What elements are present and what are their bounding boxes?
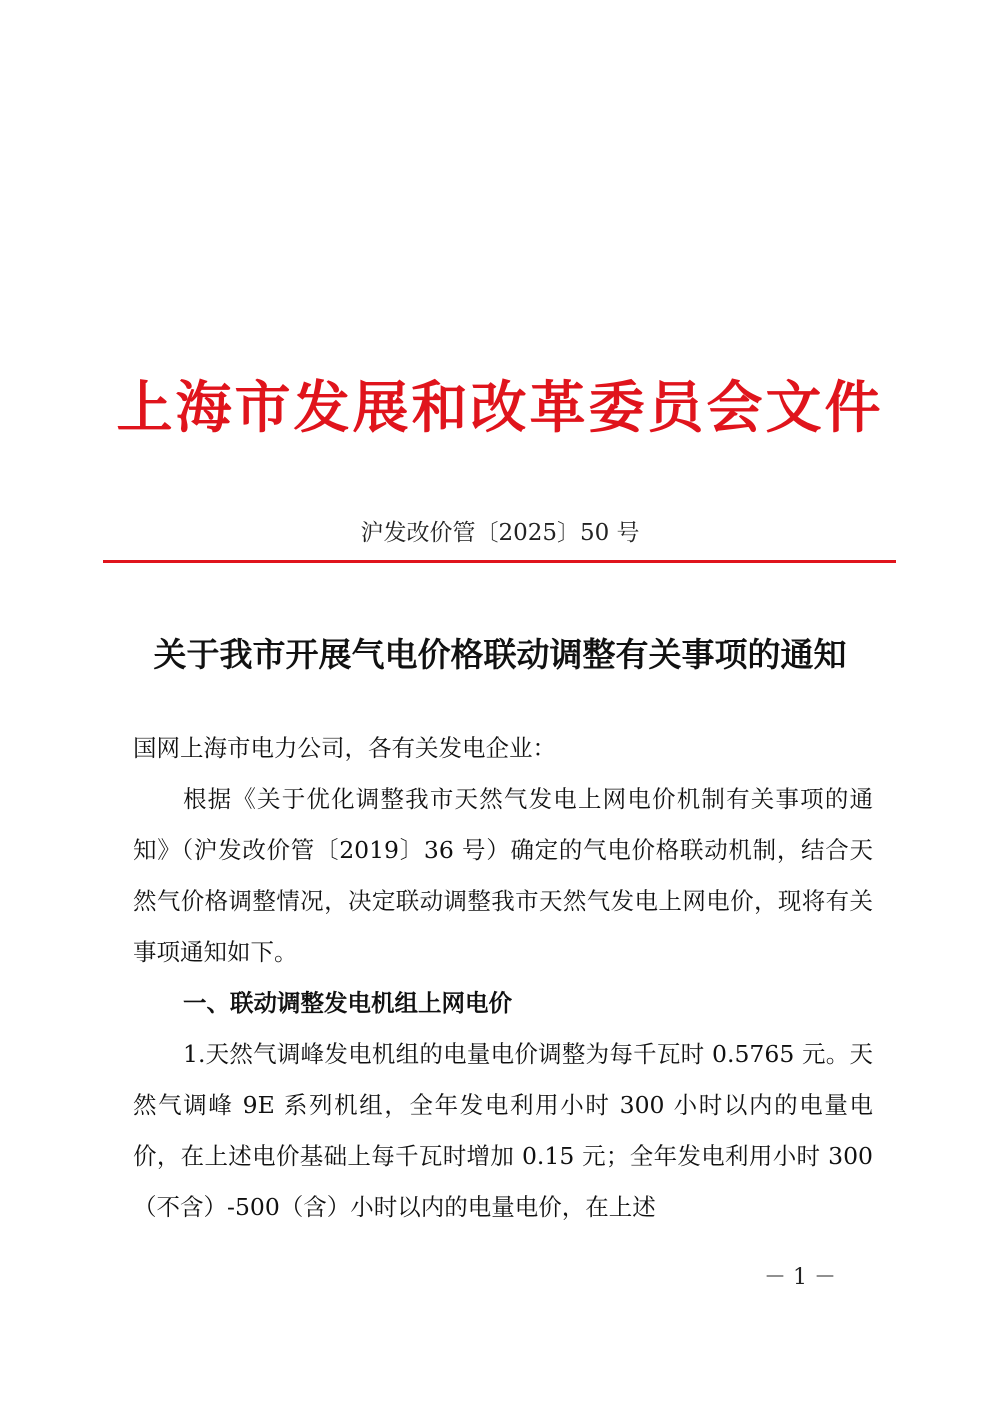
salutation: 国网上海市电力公司，各有关发电企业：: [133, 734, 556, 762]
page-number: － 1 －: [764, 1265, 836, 1290]
document-title: 关于我市开展气电价格联动调整有关事项的通知: [153, 635, 847, 674]
paragraph-2: 1.天然气调峰发电机组的电量电价调整为每千瓦时 0.5765 元。天然气调峰 9E 系列机组，全年发电利用小时 300 小时以内的电量电价，在上述电价基础上每千瓦时增加 0.15 元；全年发电利用小时 300（不含）-500（含）小时以内的电量电价，在上述: [133, 1040, 873, 1221]
issuer-header: 上海市发展和改革委员会文件: [116, 375, 884, 441]
paragraph-1: 根据《关于优化调整我市天然气发电上网电价机制有关事项的通知》（沪发改价管〔2019〕36 号）确定的气电价格联动机制，结合天然气价格调整情况，决定联动调整我市天然气发电上网电价，现将有关事项通知如下。: [133, 785, 873, 966]
section-heading-1: 一、联动调整发电机组上网电价: [183, 989, 512, 1017]
red-divider-line: [103, 560, 896, 563]
document-number: 沪发改价管〔2025〕50 号: [360, 520, 640, 546]
